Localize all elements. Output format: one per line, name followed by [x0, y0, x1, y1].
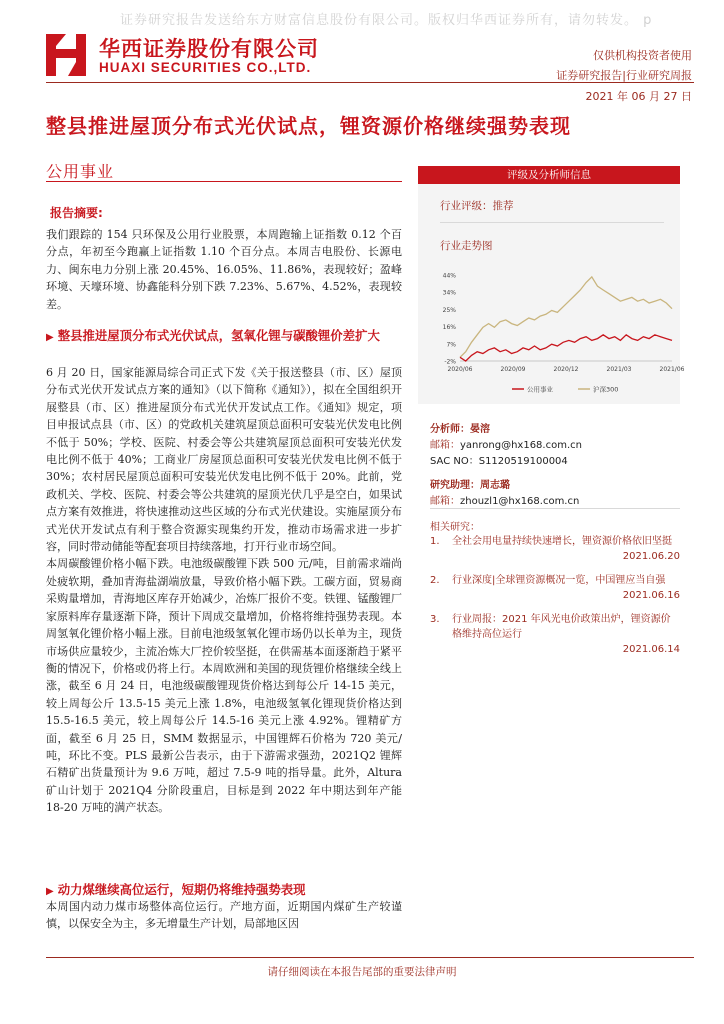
audience-note: 仅供机构投资者使用: [593, 49, 692, 62]
rating-label: 行业评级：: [440, 200, 493, 212]
series-line-csi300: [460, 277, 672, 357]
y-tick-label: 16%: [442, 324, 456, 332]
assistant-name: 周志璐: [480, 480, 510, 491]
related-item[interactable]: [430, 612, 680, 657]
related-title[interactable]: 行业深度|全球锂资源概况一览，中国锂应当自强: [452, 575, 666, 586]
report-date: 2021 年 06 月 27 日: [585, 90, 692, 103]
report-title: 整县推进屋顶分布式光伏试点，锂资源价格继续强势表现: [46, 114, 571, 138]
section1-paragraph-1: 6 月 20 日，国家能源局综合司正式下发《关于报送整县（市、区）屋顶分布式光伏开发试点方案的通知》（以下简称《通知》），拟在全国组织开展整县（市、区）推进屋顶分布式光伏开发试点工作。《通知》规定，项目申报试点县（市、区）的党政机关建筑屋顶总面积可安装光伏发电比例不低于 50%；学校、医院、村委会等公共建筑屋顶总面积可安装光伏发电比例不低于 40%；工商业厂房屋顶总面积可安装光伏发电比例不低于 30%；农村居民屋顶总面积可安装光伏发电比例不低于 20%。此前，党政机关、学校、医院、村委会等公共建筑的屋顶光伏几乎是空白，如果试点方案有效推进，将快速推动这些区域的分布式光伏建设。实施屋顶分布式光伏开发试点有利于整合资源实现集约开发，推动市场需求进一步扩容，同时带动储能等配套项目持续落地，打开行业市场空间。: [46, 366, 402, 554]
analyst-name: 晏溶: [470, 424, 490, 435]
series-line-utilities: [460, 335, 672, 361]
triangle-bullet-icon: ▶: [46, 332, 54, 343]
related-date: 2021.06.16: [622, 590, 680, 601]
analyst-email: yanrong@hx168.com.cn: [460, 440, 582, 451]
industry-divider: [46, 181, 402, 182]
analyst-email-line: [430, 436, 582, 451]
rating-divider: [440, 222, 664, 223]
email-label: 邮箱：: [430, 496, 460, 507]
related-item[interactable]: [430, 534, 680, 564]
sac-number: S1120519100004: [478, 456, 568, 467]
analyst-line: [430, 420, 490, 435]
assistant-label: 研究助理：: [430, 480, 480, 491]
section1-heading-text: 整县推进屋顶分布式光伏试点，氢氧化锂与碳酸锂价差扩大: [57, 328, 380, 343]
rating-value: 推荐: [492, 200, 514, 212]
assistant-line: [430, 476, 510, 491]
watermark: 证券研究报告发送给东方财富信息股份有限公司。版权归华西证券所有，请勿转发。 p: [120, 13, 653, 28]
section1-heading: [46, 326, 402, 347]
sac-line: [430, 452, 568, 467]
related-num: 2.: [430, 575, 440, 586]
company-name-en: HUAXI SECURITIES CO.,LTD.: [99, 60, 312, 75]
related-research-heading: 相关研究：: [430, 522, 480, 533]
analyst-box-header: [418, 166, 680, 184]
analyst-label: 分析师：: [430, 424, 470, 435]
abstract-heading: 报告摘要:: [50, 206, 103, 220]
section2-body: [46, 898, 402, 933]
section1-paragraph-2: 本周碳酸锂价格小幅下跌。电池级碳酸锂下跌 500 元/吨，目前需求端尚处疲软期，叠加青海盐湖端放量，导致价格小幅下跌。工碳方面，贸易商采购量增加，青海地区库存开始减少，冶炼厂报价不变。铁锂、锰酸锂厂家原料库存量逐渐下降，预计下周成交量增加，价格将维持强势表现。本周氢氧化锂价格小幅上涨。目前电池级氢氧化锂市场仍以长单为主，现货市场供应量较少，主流冶炼大厂控价较坚挺，在供需基本面逐渐趋于紧平衡的情况下，价格或仍将上行。本周欧洲和美国的现货锂价格继续全线上涨，截至 6 月 24 日，电池级碳酸锂现货价格达到每公斤 14-15 美元，较上周每公斤 13.5-15 美元上涨 1.8%，电池级氢氧化锂现货价格达到 15.5-16.5 美元，较上周每公斤 14.5-16 美元上涨 4.92%。锂精矿方面，截至 6 月 25 日，SMM 数据显示，中国锂辉石价格为 720 美元/吨，环比不变。PLS 最新公告表示，由于下游需求强劲，2021Q2 锂辉石精矿出货量预计为 9.6 万吨，超过 7.5-9 吨的指导量。此外，Altura 矿山计划于 2021Q4 分阶段重启，目标是到 2022 年中期达到年产能 18-20 万吨的满产状态。: [46, 557, 402, 815]
industry-label: 公用事业: [46, 162, 115, 181]
legend-label-csi300: 沪深300: [593, 385, 619, 394]
industry-trend-chart: [420, 265, 685, 400]
header-divider: [46, 82, 694, 83]
sac-label: SAC NO：: [430, 456, 479, 467]
y-tick-label: 44%: [442, 272, 456, 280]
company-name-cn: 华西证券股份有限公司: [99, 37, 319, 61]
section1-body: [46, 364, 402, 817]
y-tick-label: 7%: [446, 341, 456, 349]
legend-label-utilities: 公用事业: [527, 385, 553, 394]
assistant-email: zhouzl1@hx168.com.cn: [460, 496, 580, 507]
y-tick-label: 34%: [442, 289, 456, 297]
triangle-bullet-icon: ▶: [46, 886, 54, 897]
related-title[interactable]: 行业周报：2021 年风光电价政策出炉，锂资源价格维持高位运行: [452, 614, 671, 640]
related-date: 2021.06.14: [622, 644, 680, 655]
related-num: 1.: [430, 536, 440, 547]
x-tick-label: 2021/06: [659, 366, 685, 373]
analyst-divider: [430, 508, 680, 509]
x-tick-label: 2020/06: [447, 366, 473, 373]
report-type: 证券研究报告|行业研究周报: [556, 69, 692, 82]
section2-heading-text: 动力煤继续高位运行，短期仍将维持强势表现: [57, 882, 306, 897]
footer-divider: [46, 957, 694, 958]
legal-footer: 请仔细阅读在本报告尾部的重要法律声明: [267, 966, 457, 978]
company-logo-icon: [46, 32, 90, 78]
x-tick-label: 2021/03: [606, 366, 632, 373]
y-tick-label: 25%: [442, 306, 456, 314]
abstract-paragraph: 我们跟踪的 154 只环保及公用行业股票，本周跑输上证指数 0.12 个百分点，年初至今跑赢上证指数 1.10 个百分点。本周吉电股份、长源电力、闽东电力分别上涨 20.45%、16.05%、11.86%，表现较好；盈峰环境、天壕环境、协鑫能科分别下跌 7.23%、5.67%、4.52%，表现较差。: [46, 228, 402, 311]
related-date: 2021.06.20: [622, 551, 680, 562]
analyst-box-title: 评级及分析师信息: [418, 166, 680, 184]
related-num: 3.: [430, 614, 440, 625]
x-tick-label: 2020/09: [500, 366, 526, 373]
y-tick-label: -2%: [444, 358, 456, 366]
abstract-text: [46, 226, 402, 313]
email-label: 邮箱：: [430, 440, 460, 451]
industry-rating: [440, 198, 514, 213]
section2-paragraph: 本周国内动力煤市场整体高位运行。产地方面，近期国内煤矿生产较谨慎，以保安全为主，多无增量生产计划，局部地区因: [46, 900, 402, 931]
assistant-email-line: [430, 492, 579, 507]
related-item[interactable]: [430, 573, 680, 603]
related-title[interactable]: 全社会用电量持续快速增长，锂资源价格依旧坚挺: [452, 536, 672, 547]
x-tick-label: 2020/12: [553, 366, 579, 373]
trend-chart-title: 行业走势图: [440, 240, 493, 252]
